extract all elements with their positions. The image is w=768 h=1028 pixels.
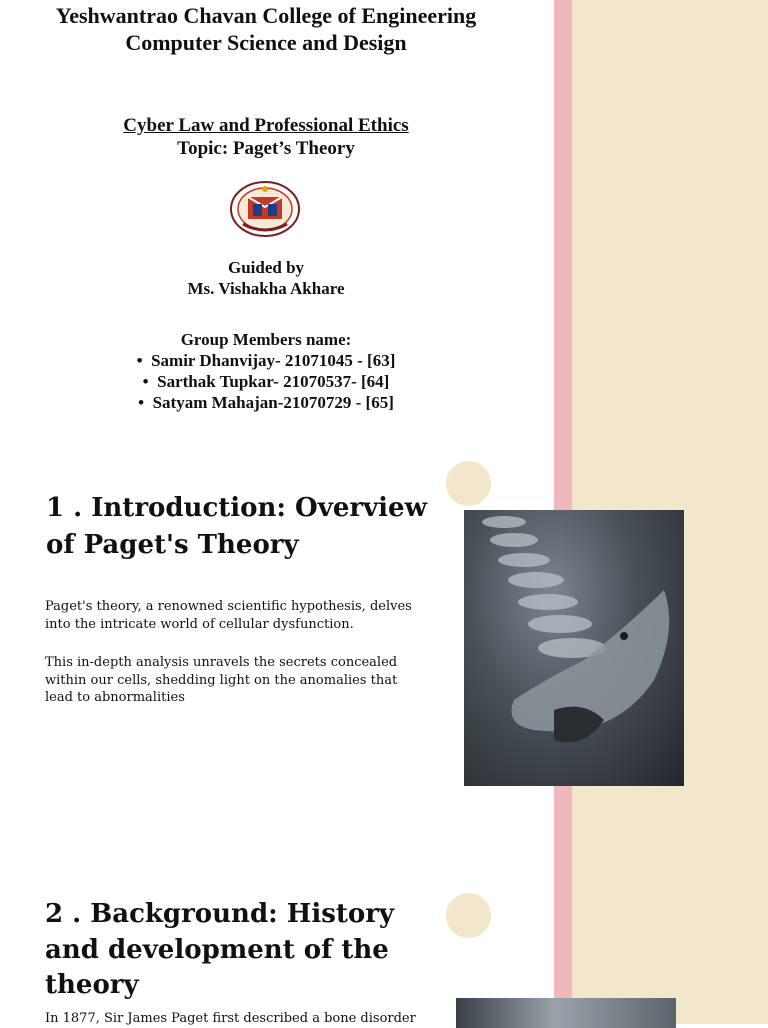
intro-paragraph-1: Paget's theory, a renowned scientific hypothesis, delves into the intricate world of cellular dysfunction. [45, 599, 412, 632]
section-title-line: of Paget's Theory [46, 530, 299, 560]
guide-name: Ms. Vishakha Akhare [187, 279, 345, 298]
section-title-introduction [46, 490, 446, 564]
decorative-circle [446, 461, 491, 506]
background-paragraph-1: In 1877, Sir James Paget first described a bone disorder [45, 1011, 416, 1026]
section-title-line: 2 . Background: History [45, 899, 395, 929]
group-members [20, 329, 512, 413]
guided-by-label: Guided by [227, 258, 305, 277]
college-header [20, 2, 512, 56]
course-subject: Cyber Law and Professional Ethics [123, 115, 409, 136]
section-title-line: and development of the [45, 934, 389, 965]
section-title-line: theory [45, 970, 139, 1000]
spine-skeleton-image [464, 510, 684, 786]
list-item: • Satyam Mahajan-21070729 - [65] [20, 392, 512, 413]
list-item: • Sarthak Tupkar- 21070537- [64] [20, 371, 512, 392]
list-item: • Samir Dhanvijay- 21071045 - [63] [20, 350, 512, 371]
topic-title: Topic: Paget’s Theory [177, 138, 355, 159]
members-label: Group Members name: [180, 330, 352, 349]
guide-block [20, 257, 512, 299]
section-title-line: 1 . Introduction: Overview [46, 493, 427, 523]
department-name: Computer Science and Design [125, 30, 407, 55]
decorative-circle [446, 893, 491, 938]
spine-illustration [464, 510, 684, 786]
members-list [20, 350, 512, 413]
college-emblem-icon [229, 180, 301, 238]
section-title-background [45, 897, 445, 1004]
intro-paragraph-2: This in-depth analysis unravels the secrets concealed within our cells, shedding light on the anomalies that lead to abnormalities [45, 655, 398, 705]
course-info [20, 114, 512, 160]
college-name: Yeshwantrao Chavan College of Engineering [55, 3, 477, 28]
